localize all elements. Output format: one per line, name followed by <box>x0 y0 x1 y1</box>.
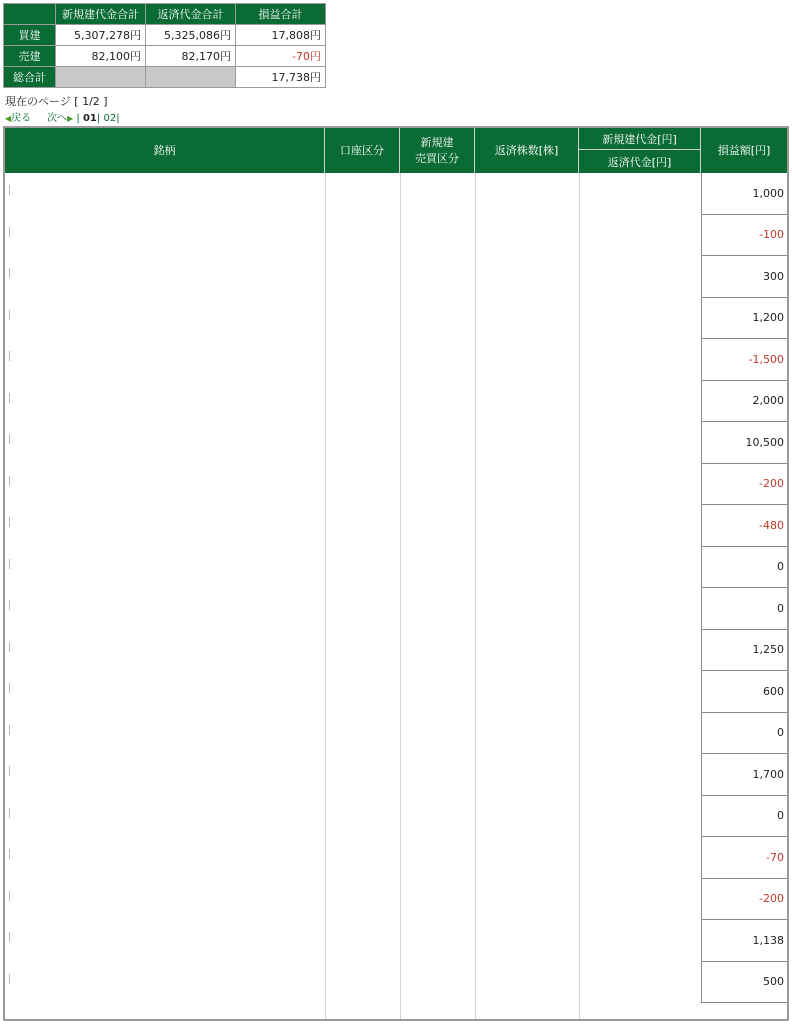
row-marker <box>9 476 12 486</box>
pl-cell: 1,138 <box>701 920 787 962</box>
back-arrow-icon[interactable]: ◀ <box>5 114 12 123</box>
summary-total-return-blank <box>146 67 236 88</box>
row-marker <box>9 974 12 984</box>
summary-sell-return-total: 82,170円 <box>146 46 236 67</box>
pager-separator: | <box>116 113 120 124</box>
header-new-amount: 新規建代金[円] <box>579 128 701 150</box>
summary-buy-pl-total: 17,808円 <box>236 25 326 46</box>
pl-cell: 300 <box>701 256 787 298</box>
row-marker <box>9 559 12 569</box>
summary-buy-label: 買建 <box>4 25 56 46</box>
pl-column <box>701 173 787 1003</box>
row-marker <box>9 600 12 610</box>
row-marker <box>9 642 12 652</box>
pager-separator: | <box>96 113 101 124</box>
summary-row-buy <box>4 25 326 46</box>
row-marker <box>9 351 12 361</box>
row-marker <box>9 393 12 403</box>
pl-cell: 1,200 <box>701 298 787 340</box>
column-divider <box>475 173 476 1019</box>
pl-cell: -200 <box>701 464 787 506</box>
pager-separator: | <box>76 113 80 124</box>
page-status: 現在のページ [ 1/2 ] <box>5 95 108 108</box>
summary-table <box>3 3 326 88</box>
summary-total-pl-total: 17,738円 <box>236 67 326 88</box>
row-marker <box>9 725 12 735</box>
row-marker <box>9 434 12 444</box>
row-marker <box>9 268 12 278</box>
results-table <box>3 126 789 1021</box>
pl-cell: 0 <box>701 713 787 755</box>
pager <box>5 109 120 124</box>
summary-total-new-blank <box>56 67 146 88</box>
row-marker <box>9 185 12 195</box>
pl-cell: -70 <box>701 837 787 879</box>
results-table-header <box>5 128 787 173</box>
row-marker <box>9 849 12 859</box>
summary-row-total <box>4 67 326 88</box>
summary-header-blank <box>4 4 56 25</box>
pl-cell: 1,250 <box>701 630 787 672</box>
summary-total-label: 総合計 <box>4 67 56 88</box>
header-new-trade-type: 新規建 売買区分 <box>400 128 475 173</box>
row-marker <box>9 227 12 237</box>
pl-cell: 10,500 <box>701 422 787 464</box>
summary-buy-new-total: 5,307,278円 <box>56 25 146 46</box>
header-meigara: 銘柄 <box>5 128 325 173</box>
summary-sell-pl-total: -70円 <box>236 46 326 67</box>
row-marker <box>9 766 12 776</box>
pl-cell: 500 <box>701 962 787 1004</box>
header-return-amount: 返済代金[円] <box>579 150 701 173</box>
row-marker <box>9 683 12 693</box>
summary-buy-return-total: 5,325,086円 <box>146 25 236 46</box>
summary-row-sell <box>4 46 326 67</box>
summary-header-return-total: 返済代金合計 <box>146 4 236 25</box>
column-divider <box>400 173 401 1019</box>
summary-sell-label: 売建 <box>4 46 56 67</box>
pl-cell: 0 <box>701 588 787 630</box>
summary-header-row <box>4 4 326 25</box>
page-link-current: 01 <box>82 113 97 124</box>
header-pl: 損益額[円] <box>717 143 771 157</box>
row-marker <box>9 891 12 901</box>
pl-cell: 1,700 <box>701 754 787 796</box>
summary-header-new-total: 新規建代金合計 <box>56 4 146 25</box>
pl-cell: 2,000 <box>701 381 787 423</box>
pl-cell: -100 <box>701 215 787 257</box>
row-marker <box>9 808 12 818</box>
back-link[interactable]: 戻る <box>11 113 32 124</box>
pl-cell: 0 <box>701 547 787 589</box>
pl-cell: 0 <box>701 796 787 838</box>
page-link-02[interactable]: 02 <box>103 113 117 124</box>
header-return-qty: 返済株数[株] <box>475 128 579 173</box>
header-amount-group <box>579 128 701 173</box>
pl-cell: -1,500 <box>701 339 787 381</box>
pl-cell: -480 <box>701 505 787 547</box>
next-link[interactable]: 次へ <box>47 113 68 124</box>
header-account-type: 口座区分 <box>325 128 400 173</box>
summary-header-pl-total: 損益合計 <box>236 4 326 25</box>
summary-sell-new-total: 82,100円 <box>56 46 146 67</box>
row-marker <box>9 310 12 320</box>
column-divider <box>579 173 580 1019</box>
row-marker <box>9 932 12 942</box>
pl-cell: 600 <box>701 671 787 713</box>
pl-cell: -200 <box>701 879 787 921</box>
column-divider <box>325 173 326 1019</box>
next-arrow-icon[interactable]: ▶ <box>67 114 74 123</box>
pl-cell: 1,000 <box>701 173 787 215</box>
row-marker <box>9 517 12 527</box>
